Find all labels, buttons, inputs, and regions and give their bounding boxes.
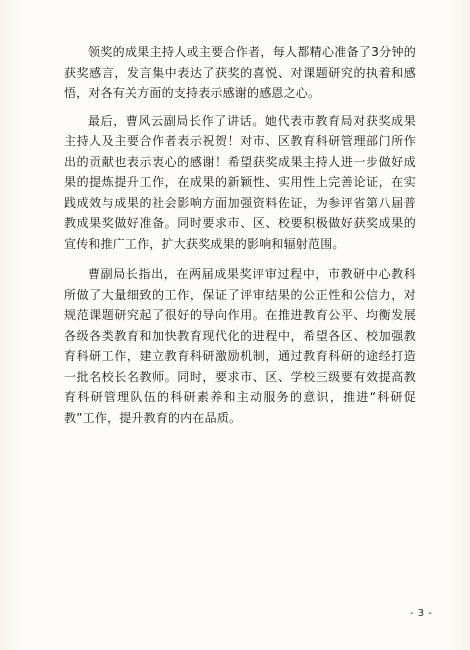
paragraph-deputy-director-speech: 最后，曹风云副局长作了讲话。她代表市教育局对获奖成果主持人及主要合作者表示祝贺！对市、区教育科研管理部门所作出的贡献也表示衷心的感谢！希望获奖成果主持人进一步做好成果的提炼提升工作，在成果的新颖性、实用性上完善论证，在实践成效与成果的社会影响方面加强资料佐证，为参评省第八届普教成果奖做好准备。同时要求市、区、校要积极做好获奖成果的宣传和推广工作，扩大获奖成果的影响和辐射范围。 [64, 113, 416, 251]
paragraph-deputy-director-remarks: 曹副局长指出，在两届成果奖评审过程中，市教研中心教科所做了大量细致的工作，保证了评审结果的公正性和公信力，对规范课题研究起了很好的导向作用。在推进教育公平、均衡发展各级各类教育和加快教育现代化的进程中，希望各区、校加强教育科研工作，建立教育科研激励机制，通过教育科研的途经打造一批名校长名教师。同时，要求市、区、学校三级要有效提高教育科研管理队伍的科研素养和主动服务的意识，推进“科研促教”工作，提升教育的内在品质。 [64, 267, 416, 425]
page-number: - 3 - [410, 608, 433, 619]
paragraph-award-speeches: 领奖的成果主持人或主要合作者，每人都精心准备了3分钟的获奖感言，发言集中表达了获奖的喜悦、对课题研究的执着和感悟，对各有关方面的支持表示感谢的感恩之心。 [64, 45, 416, 100]
document-body [64, 42, 416, 440]
